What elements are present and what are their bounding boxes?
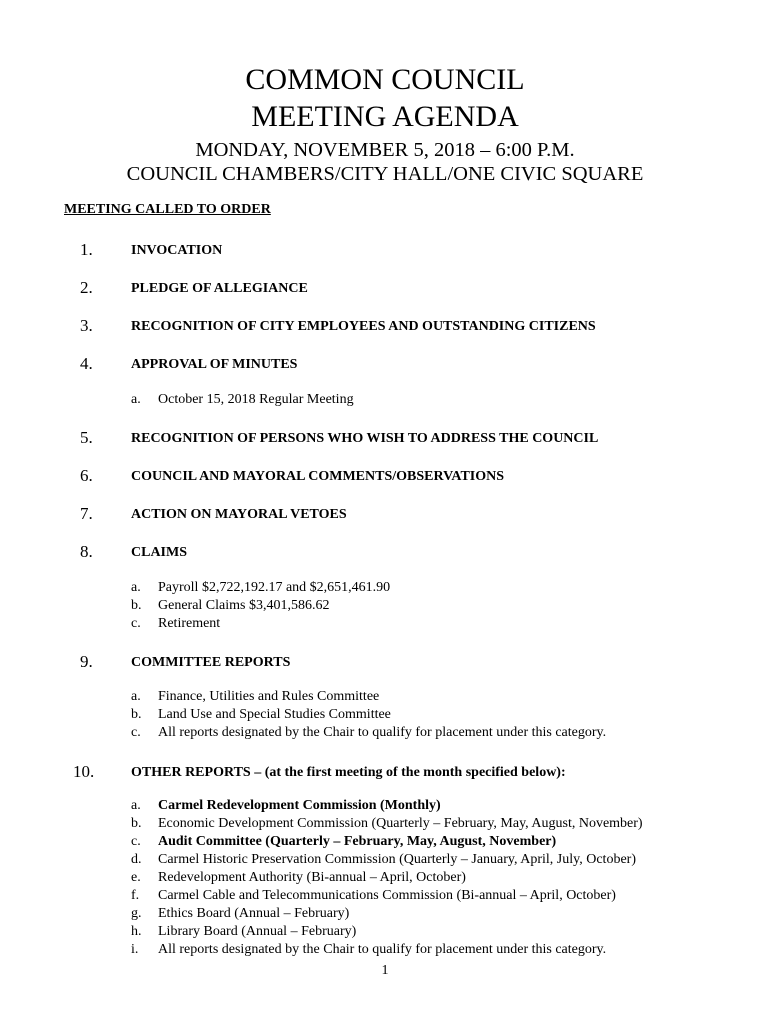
sub-item-text: Carmel Historic Preservation Commission (Quarterly – January, April, July, October) bbox=[158, 852, 636, 867]
item-number: 8. bbox=[80, 542, 93, 561]
sub-item-letter: b. bbox=[131, 816, 142, 831]
agenda-item bbox=[0, 542, 770, 564]
sub-item-text: Retirement bbox=[158, 616, 221, 631]
sub-item-letter: f. bbox=[131, 888, 140, 903]
called-to-order-heading: MEETING CALLED TO ORDER bbox=[64, 202, 271, 217]
sub-item bbox=[0, 815, 770, 833]
sub-item bbox=[0, 579, 770, 597]
sub-item-letter: d. bbox=[131, 852, 142, 867]
sub-item-text: Economic Development Commission (Quarterly – February, May, August, November) bbox=[158, 816, 643, 831]
sub-item bbox=[0, 724, 770, 742]
sub-item-letter: b. bbox=[131, 707, 142, 722]
sub-item-text: All reports designated by the Chair to qualify for placement under this category. bbox=[158, 942, 607, 957]
sub-item bbox=[0, 941, 770, 959]
sub-item-letter: a. bbox=[131, 392, 141, 407]
item-number: 2. bbox=[80, 278, 93, 297]
meeting-location: COUNCIL CHAMBERS/CITY HALL/ONE CIVIC SQUARE bbox=[126, 163, 644, 185]
sub-item-text: Carmel Cable and Telecommunications Commission (Bi-annual – April, October) bbox=[158, 888, 616, 903]
sub-item-text: Finance, Utilities and Rules Committee bbox=[158, 689, 380, 704]
agenda-item bbox=[0, 466, 770, 488]
item-label: CLAIMS bbox=[131, 545, 188, 560]
item-label: PLEDGE OF ALLEGIANCE bbox=[131, 281, 308, 296]
meeting-date: MONDAY, NOVEMBER 5, 2018 – 6:00 P.M. bbox=[195, 139, 575, 161]
item-number: 10. bbox=[73, 762, 95, 781]
sub-item bbox=[0, 391, 770, 409]
item-label: RECOGNITION OF PERSONS WHO WISH TO ADDRESS THE COUNCIL bbox=[131, 431, 599, 446]
sub-item bbox=[0, 797, 770, 815]
sub-item-letter: e. bbox=[131, 870, 141, 885]
sub-item-text: Land Use and Special Studies Committee bbox=[158, 707, 391, 722]
item-label: COUNCIL AND MAYORAL COMMENTS/OBSERVATIONS bbox=[131, 469, 505, 484]
sub-item-text: October 15, 2018 Regular Meeting bbox=[158, 392, 354, 407]
sub-item-text: All reports designated by the Chair to qualify for placement under this category. bbox=[158, 725, 607, 740]
agenda-item bbox=[0, 504, 770, 526]
sub-item-text: General Claims $3,401,586.62 bbox=[158, 598, 330, 613]
sub-item-letter: c. bbox=[131, 725, 141, 740]
sub-item-text: Payroll $2,722,192.17 and $2,651,461.90 bbox=[158, 580, 391, 595]
sub-item bbox=[0, 688, 770, 706]
sub-item-letter: a. bbox=[131, 798, 141, 813]
agenda-item bbox=[0, 354, 770, 376]
sub-item-text: Library Board (Annual – February) bbox=[158, 924, 357, 939]
sub-item-letter: g. bbox=[131, 906, 142, 921]
item-label: COMMITTEE REPORTS bbox=[131, 655, 291, 670]
sub-item bbox=[0, 923, 770, 941]
page-number: 1 bbox=[381, 963, 389, 978]
sub-item-text: Audit Committee (Quarterly – February, May, August, November) bbox=[158, 834, 557, 849]
document-title: COMMON COUNCIL bbox=[245, 63, 525, 96]
sub-item bbox=[0, 615, 770, 633]
item-number: 9. bbox=[80, 652, 93, 671]
item-number: 5. bbox=[80, 428, 93, 447]
item-number: 4. bbox=[80, 354, 93, 373]
agenda-item bbox=[0, 278, 770, 300]
item-number: 6. bbox=[80, 466, 93, 485]
sub-item bbox=[0, 869, 770, 887]
sub-item-letter: b. bbox=[131, 598, 142, 613]
item-label: APPROVAL OF MINUTES bbox=[131, 357, 298, 372]
sub-item-text: Ethics Board (Annual – February) bbox=[158, 906, 350, 921]
item-number: 7. bbox=[80, 504, 93, 523]
sub-item-letter: a. bbox=[131, 580, 141, 595]
sub-item-letter: i. bbox=[131, 942, 139, 957]
item-label: RECOGNITION OF CITY EMPLOYEES AND OUTSTANDING CITIZENS bbox=[131, 319, 596, 334]
sub-item-letter: h. bbox=[131, 924, 142, 939]
sub-item bbox=[0, 706, 770, 724]
item-label: OTHER REPORTS – (at the first meeting of the month specified below): bbox=[131, 765, 566, 780]
agenda-item bbox=[0, 428, 770, 450]
sub-item bbox=[0, 887, 770, 905]
sub-item-text: Carmel Redevelopment Commission (Monthly) bbox=[158, 798, 441, 813]
item-label: INVOCATION bbox=[131, 243, 223, 258]
sub-item-letter: c. bbox=[131, 616, 141, 631]
agenda-item bbox=[0, 652, 770, 674]
item-number: 1. bbox=[80, 240, 93, 259]
sub-item-text: Redevelopment Authority (Bi-annual – April, October) bbox=[158, 870, 466, 885]
agenda-item bbox=[0, 762, 770, 784]
agenda-item bbox=[0, 240, 770, 262]
sub-item bbox=[0, 905, 770, 923]
sub-item bbox=[0, 597, 770, 615]
sub-item-letter: a. bbox=[131, 689, 141, 704]
sub-item bbox=[0, 833, 770, 851]
document-subtitle: MEETING AGENDA bbox=[251, 100, 519, 133]
item-label: ACTION ON MAYORAL VETOES bbox=[131, 507, 347, 522]
item-number: 3. bbox=[80, 316, 93, 335]
sub-item bbox=[0, 851, 770, 869]
agenda-item bbox=[0, 316, 770, 338]
sub-item-letter: c. bbox=[131, 834, 141, 849]
